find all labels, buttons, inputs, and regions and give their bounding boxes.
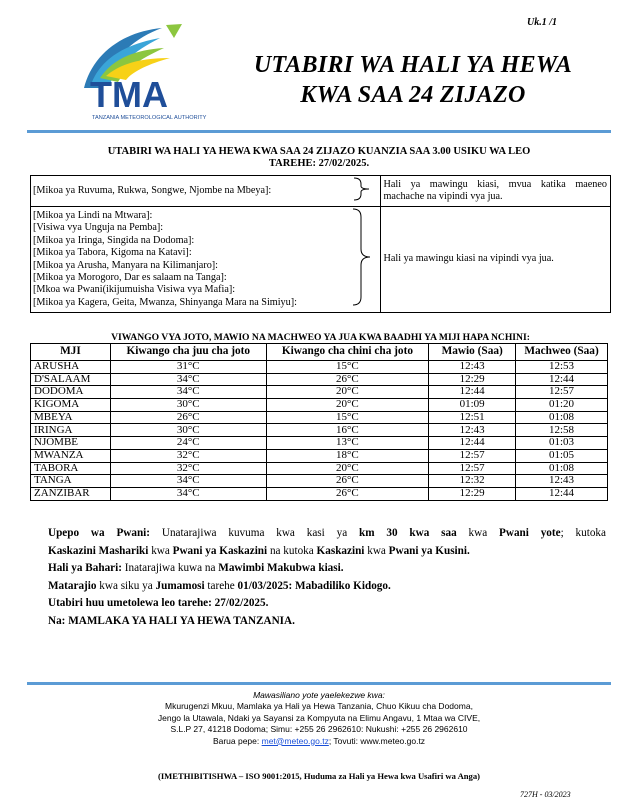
wind-direction: Kaskazini: [316, 544, 365, 557]
email-prefix: Barua pepe:: [212, 735, 262, 746]
curly-brace-icon: [344, 207, 380, 307]
sunset-cell: 01:20: [516, 399, 608, 412]
issuer: Na: MAMLAKA YA HALI YA HEWA TANZANIA.: [48, 614, 295, 627]
table-row: [31, 399, 608, 412]
wind-text: na kutoka: [267, 544, 317, 557]
table-row: [31, 462, 608, 475]
max-temp-cell: 24°C: [110, 437, 266, 450]
wind-text: kwa: [456, 527, 500, 539]
wind-area: Pwani ya Kaskazini: [172, 544, 268, 557]
temps-title: VIWANGO VYA JOTO, MAWIO NA MACHWEO YA JUA KWA BAADHI YA MIJI HAPA NCHINI:: [111, 332, 530, 343]
outlook-date: 01/03/2025: Mabadiliko Kidogo.: [237, 579, 391, 592]
column-header: Machweo (Saa): [516, 344, 608, 361]
region-line: [Mikoa ya Morogoro, Dar es salaam na Tanga]:: [33, 272, 227, 284]
issued-date: Utabiri huu umetolewa leo tarehe: 27/02/2025.: [48, 597, 269, 610]
temperature-table: [30, 343, 608, 501]
sunset-cell: 12:43: [516, 475, 608, 488]
column-header: Kiwango cha juu cha joto: [110, 344, 266, 361]
city-cell: MBEYA: [31, 411, 111, 424]
sunrise-cell: 12:43: [429, 361, 516, 374]
table-row: [31, 373, 608, 386]
table-row: [31, 386, 608, 399]
sunrise-cell: 12:29: [429, 487, 516, 500]
sunset-cell: 12:53: [516, 361, 608, 374]
forecast-regions-cell: [31, 176, 344, 207]
outlook-label: Matarajio: [48, 579, 97, 592]
brace-cell: [344, 207, 381, 312]
min-temp-cell: 20°C: [266, 399, 429, 412]
outlook-day: Jumamosi: [155, 579, 205, 592]
sea-text: Inatarajiwa kuwa na: [121, 562, 219, 575]
table-row: [31, 475, 608, 488]
contact-email-line: [27, 736, 611, 747]
contact-line: Mkurugenzi Mkuu, Mamlaka ya Hali ya Hewa Tanzania, Chuo Kikuu cha Dodoma,: [165, 701, 473, 712]
column-header: Mawio (Saa): [429, 344, 516, 361]
main-title-line2: KWA SAA 24 ZIJAZO: [300, 82, 526, 108]
sunset-cell: 12:44: [516, 487, 608, 500]
city-cell: NJOMBE: [31, 437, 111, 450]
table-header-row: [31, 344, 608, 361]
forecast-row: [31, 207, 611, 312]
min-temp-cell: 26°C: [266, 373, 429, 386]
wind-text: ; kutoka: [560, 527, 606, 539]
logo-authority: TANZANIA METEOROLOGICAL AUTHORITY: [92, 115, 207, 121]
max-temp-cell: 34°C: [110, 487, 266, 500]
subtitle-line1: UTABIRI WA HALI YA HEWA KWA SAA 24 ZIJAZO KUANZIA SAA 3.00 USIKU WA LEO: [107, 146, 531, 157]
tma-logo: [70, 22, 210, 124]
website: ; Tovuti: www.meteo.go.tz: [328, 735, 426, 746]
sunrise-cell: 12:51: [429, 411, 516, 424]
table-row: [31, 449, 608, 462]
sunrise-cell: 12:29: [429, 373, 516, 386]
main-title-line1: UTABIRI WA HALI YA HEWA: [253, 52, 573, 78]
issued-note: [48, 595, 606, 613]
table-row: [31, 411, 608, 424]
forecast-table: [30, 175, 611, 313]
page-number: Uk.1 /1: [527, 17, 557, 28]
sunset-cell: 01:05: [516, 449, 608, 462]
min-temp-cell: 15°C: [266, 411, 429, 424]
iso-certification: (IMETHIBITISHWA – ISO 9001:2015, Huduma za Hali ya Hewa kwa Usafiri wa Anga): [157, 771, 481, 781]
sunset-cell: 12:58: [516, 424, 608, 437]
city-cell: D'SALAAM: [31, 373, 111, 386]
contact-block: [27, 690, 611, 747]
wind-area: Pwani ya Kusini.: [388, 544, 470, 557]
region-line: [Mikoa ya Tabora, Kigoma na Katavi]:: [33, 247, 192, 259]
sunrise-cell: 12:44: [429, 437, 516, 450]
wind-speed: km 30 kwa saa: [359, 527, 457, 539]
min-temp-cell: 13°C: [266, 437, 429, 450]
table-row: [31, 487, 608, 500]
logo-letters: TMA: [90, 74, 168, 115]
sunrise-cell: 12:57: [429, 462, 516, 475]
outlook-text: kwa siku ya: [96, 579, 156, 592]
wind-text: kwa: [364, 544, 389, 557]
min-temp-cell: 16°C: [266, 424, 429, 437]
forecast-description: Hali ya mawingu kiasi na vipindi vya jua.: [380, 207, 611, 312]
city-cell: DODOMA: [31, 386, 111, 399]
region-line: [Mikoa ya Arusha, Manyara na Kilimanjaro]:: [33, 259, 219, 271]
city-cell: MWANZA: [31, 449, 111, 462]
region-line: [Mikoa ya Lindi na Mtwara]:: [33, 209, 153, 221]
min-temp-cell: 20°C: [266, 386, 429, 399]
region-line: [Mikoa ya Ruvuma, Rukwa, Songwe, Njombe na Mbeya]:: [33, 185, 272, 196]
document-code: 727H - 03/2023: [520, 790, 571, 799]
city-cell: ARUSHA: [31, 361, 111, 374]
wind-direction: Kaskazini Mashariki: [48, 544, 149, 557]
forecast-description: Hali ya mawingu kiasi, mvua katika maeneo machache na vipindi vya jua.: [380, 176, 611, 207]
city-cell: TABORA: [31, 462, 111, 475]
header-divider: [27, 130, 611, 133]
city-cell: KIGOMA: [31, 399, 111, 412]
sea-label: Hali ya Bahari:: [48, 562, 122, 575]
region-line: [Visiwa vya Unguja na Pemba]:: [33, 222, 164, 234]
column-header: MJI: [31, 344, 111, 361]
region-line: [Mikoa ya Kagera, Geita, Mwanza, Shinyanga Mara na Simiyu]:: [33, 296, 297, 308]
forecast-notes: [48, 525, 606, 631]
email-link[interactable]: met@meteo.go.tz: [261, 735, 329, 746]
wind-text: Unatarajiwa kuvuma kwa kasi ya: [150, 527, 359, 539]
max-temp-cell: 32°C: [110, 462, 266, 475]
issuer-note: [48, 613, 606, 631]
brace-cell: [344, 176, 381, 207]
table-row: [31, 437, 608, 450]
wind-note-line1: [48, 525, 606, 543]
main-title: [228, 50, 598, 110]
max-temp-cell: 26°C: [110, 411, 266, 424]
contact-line: S.L.P 27, 41218 Dodoma; Simu: +255 26 2962610: Nukushi: +255 26 2962610: [170, 724, 468, 735]
max-temp-cell: 30°C: [110, 399, 266, 412]
sunrise-cell: 12:32: [429, 475, 516, 488]
wind-text: kwa: [148, 544, 173, 557]
table-row: [31, 424, 608, 437]
max-temp-cell: 34°C: [110, 386, 266, 399]
footer-divider: [27, 682, 611, 685]
max-temp-cell: 30°C: [110, 424, 266, 437]
sunset-cell: 12:44: [516, 373, 608, 386]
column-header: Kiwango cha chini cha joto: [266, 344, 429, 361]
forecast-regions-cell: [31, 207, 344, 312]
subtitle-date: TAREHE: 27/02/2025.: [268, 158, 370, 169]
region-line: [Mkoa wa Pwani(ikijumuisha Visiwa vya Mafia]:: [33, 284, 236, 296]
min-temp-cell: 20°C: [266, 462, 429, 475]
wind-label: Upepo wa Pwani:: [48, 527, 151, 539]
wind-area: Pwani yote: [499, 527, 561, 539]
forecast-row: [31, 176, 611, 207]
contact-line: Jengo la Utawala, Ndaki ya Sayansi za Kompyuta na Elimu Angavu, 1 Mtaa wa CIVE,: [157, 712, 481, 723]
min-temp-cell: 26°C: [266, 475, 429, 488]
sea-note: [48, 560, 606, 578]
tma-logo-graphic: [70, 22, 210, 124]
sunrise-cell: 12:57: [429, 449, 516, 462]
sunrise-cell: 12:43: [429, 424, 516, 437]
max-temp-cell: 34°C: [110, 475, 266, 488]
max-temp-cell: 31°C: [110, 361, 266, 374]
curly-brace-icon: [344, 176, 380, 202]
sunrise-cell: 12:44: [429, 386, 516, 399]
sea-state: Mawimbi Makubwa kiasi.: [218, 562, 344, 575]
sunset-cell: 01:08: [516, 462, 608, 475]
outlook-text: tarehe: [204, 579, 238, 592]
table-row: [31, 361, 608, 374]
forecast-subtitle: [27, 146, 611, 170]
max-temp-cell: 32°C: [110, 449, 266, 462]
sunset-cell: 12:57: [516, 386, 608, 399]
min-temp-cell: 26°C: [266, 487, 429, 500]
sunset-cell: 01:08: [516, 411, 608, 424]
wind-note-line2: [48, 543, 606, 561]
outlook-note: [48, 578, 606, 596]
contact-title: Mawasiliano yote yaelekezwe kwa:: [253, 690, 385, 700]
region-line: [Mikoa ya Iringa, Singida na Dodoma]:: [33, 234, 195, 246]
sunset-cell: 01:03: [516, 437, 608, 450]
city-cell: TANGA: [31, 475, 111, 488]
min-temp-cell: 15°C: [266, 361, 429, 374]
city-cell: ZANZIBAR: [31, 487, 111, 500]
sunrise-cell: 01:09: [429, 399, 516, 412]
max-temp-cell: 34°C: [110, 373, 266, 386]
min-temp-cell: 18°C: [266, 449, 429, 462]
city-cell: IRINGA: [31, 424, 111, 437]
